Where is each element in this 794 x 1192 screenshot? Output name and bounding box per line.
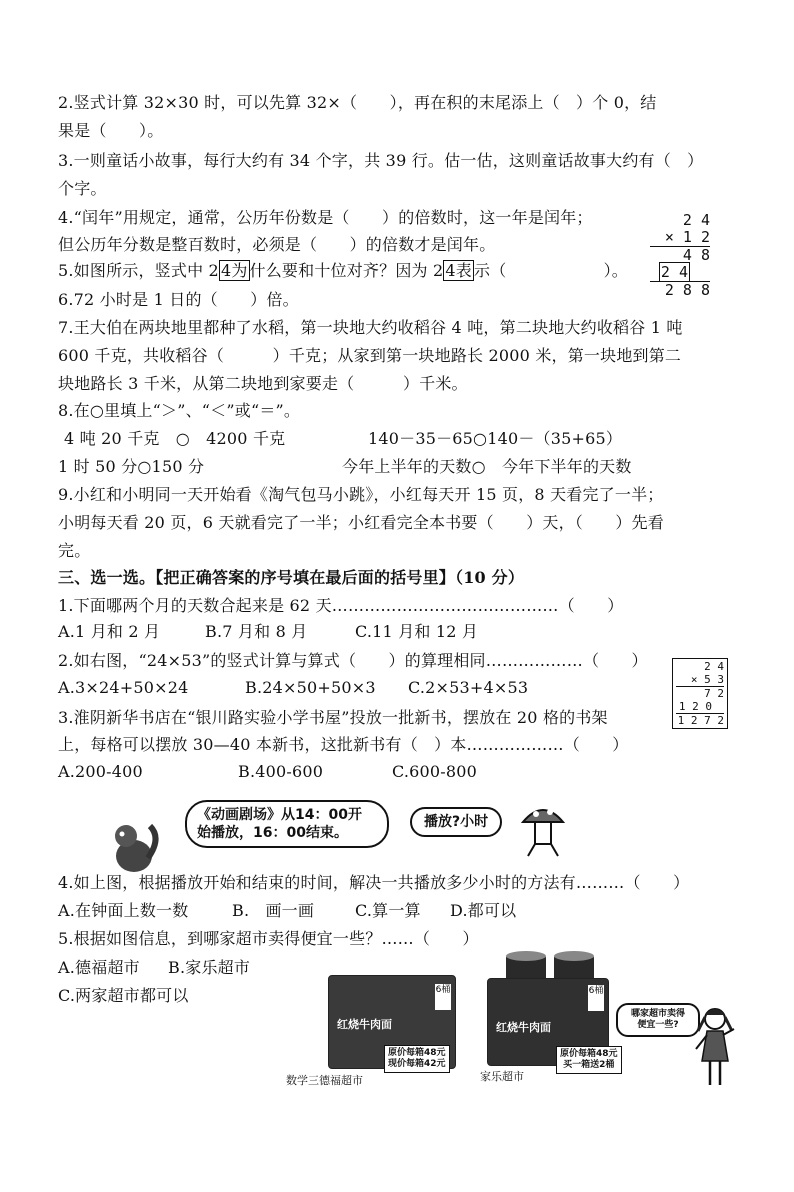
s3-q1: 1.下面哪两个月的天数合起来是 62 天……………………………………（ ）: [58, 596, 624, 615]
s3-q2-opt-b: B.24×50+50×3: [245, 678, 376, 697]
s3-q4-opt-d: D.都可以: [450, 901, 517, 920]
s3-q2: 2.如右图，“24×53”的竖式计算与算式（ ）的算理相同………………（ ）: [58, 651, 648, 670]
s3-q2-opt-a: A.3×24+50×24: [58, 678, 189, 697]
squirrel-illustration: [104, 818, 164, 876]
s3-q5: 5.根据如图信息，到哪家超市卖得便宜一些？……（ ）: [58, 929, 479, 948]
q3-line2: 个字。: [58, 179, 107, 198]
s3-q4-opt-c: C.算一算: [355, 901, 421, 920]
q7-line2: 600 千克，共收稻谷（ ）千克；从家到第一块地路长 2000 米，第一块地到第二: [58, 346, 682, 365]
s3-q3-line1: 3.淮阴新华书店在“银川路实验小学书屋”投放一批新书，摆放在 20 格的书架: [58, 708, 608, 727]
multiplication-24x53: 2 4 × 5 3 7 2 1 2 0 1 2 7 2: [672, 658, 728, 729]
q8-line: 8.在○里填上“＞”、“＜”或“＝”。: [58, 401, 301, 420]
price-tag-defu: 原价每箱48元 现价每箱42元: [384, 1045, 450, 1073]
s3-q3-opt-a: A.200-400: [58, 762, 143, 781]
s3-q1-opt-c: C.11 月和 12 月: [355, 622, 479, 641]
q8b-left: 1 时 50 分○150 分: [58, 457, 205, 476]
section-three-heading: 三、选一选。【把正确答案的序号填在最后面的括号里】（10 分）: [58, 568, 525, 587]
s3-q3-opt-c: C.600-800: [392, 762, 478, 781]
multiplication-24x12: 2 4 × 1 2 4 8 2 4 2 8 8: [650, 212, 710, 299]
s3-q3-line2: 上，每格可以摆放 30—40 本新书，这批新书有（ ）本………………（ ）: [58, 735, 629, 754]
q6-line: 6.72 小时是 1 日的（ ）倍。: [58, 290, 299, 309]
s3-q4-opt-a: A.在钟面上数一数: [58, 901, 189, 920]
q4-line2: 但公历年分数是整百数时，必须是（ ）的倍数才是闰年。: [58, 235, 496, 254]
q7-line3: 块地路长 3 千米，从第二块地到家要走（ ）千米。: [58, 374, 468, 393]
girl-illustration: [692, 1005, 738, 1093]
girl-speech-bubble: 哪家超市卖得 便宜一些?: [616, 1003, 700, 1037]
q4-line1: 4.“闰年”用规定，通常，公历年份数是（ ）的倍数时，这一年是闰年；: [58, 208, 593, 227]
noodle-box-jiale: 红烧牛肉面 6桶: [487, 978, 609, 1066]
q2-line1: 2.竖式计算 32×30 时，可以先算 32×（ ），再在积的末尾添上（ ）个 0，结: [58, 93, 657, 112]
q9-line2: 小明每天看 20 页，6 天就看完了一半；小红看完全本书要（ ）天，（ ）先看: [58, 513, 664, 532]
s3-q5-opt-b: B.家乐超市: [168, 958, 251, 977]
s3-q3-opt-b: B.400-600: [238, 762, 324, 781]
s3-q1-opt-a: A.1 月和 2 月: [58, 622, 161, 641]
q5-box2: 4表: [445, 261, 472, 280]
q3-line1: 3.一则童话小故事，每行大约有 34 个字，共 39 行。估一估，这则童话故事大约有（ ）: [58, 151, 704, 170]
s3-q5-opt-c: C.两家超市都可以: [58, 986, 189, 1005]
s3-q1-opt-b: B.7 月和 8 月: [205, 622, 308, 641]
noodle-box-defu: 红烧牛肉面 6桶: [328, 975, 456, 1069]
q8a-left: 4 吨 20 千克 ○ 4200 千克: [64, 429, 286, 448]
q8a-right: 140－35－65○140－（35+65）: [368, 429, 623, 448]
s3-q4: 4.如上图，根据播放开始和结束的时间，解决一共播放多少小时的方法有………（ ）: [58, 873, 690, 892]
speech-bubble-question: 播放?小时: [410, 807, 502, 837]
q9-line3: 完。: [58, 541, 91, 560]
speech-bubble-schedule: 《动画剧场》从14：00开 始播放，16：00结束。: [185, 800, 389, 848]
s3-q5-opt-a: A.德福超市: [58, 958, 140, 977]
s3-q2-opt-c: C.2×53+4×53: [408, 678, 529, 697]
store-label-defu: 数学三德福超市: [286, 1074, 363, 1087]
q7-line1: 7.王大伯在两块地里都种了水稻，第一块地大约收稻谷 4 吨，第二块地大约收稻谷 1 吨: [58, 318, 683, 337]
mushroom-character-illustration: [518, 800, 568, 860]
q2-line2: 果是（ ）。: [58, 121, 164, 140]
q8b-right: 今年上半年的天数○ 今年下半年的天数: [342, 457, 632, 476]
store-label-jiale: 家乐超市: [480, 1070, 524, 1083]
q5-line: 5.如图所示，竖式中 2 4为 什么要和十位对齐？因为 2 4表 示（ ）。: [58, 261, 629, 280]
price-tag-jiale: 原价每箱48元 买一箱送2桶: [556, 1046, 622, 1074]
q5-box1: 4为: [220, 261, 248, 280]
q9-line1: 9.小红和小明同一天开始看《淘气包马小跳》，小红每天开 15 页，8 天看完了一半；: [58, 485, 664, 504]
s3-q4-opt-b: B. 画一画: [232, 901, 315, 920]
